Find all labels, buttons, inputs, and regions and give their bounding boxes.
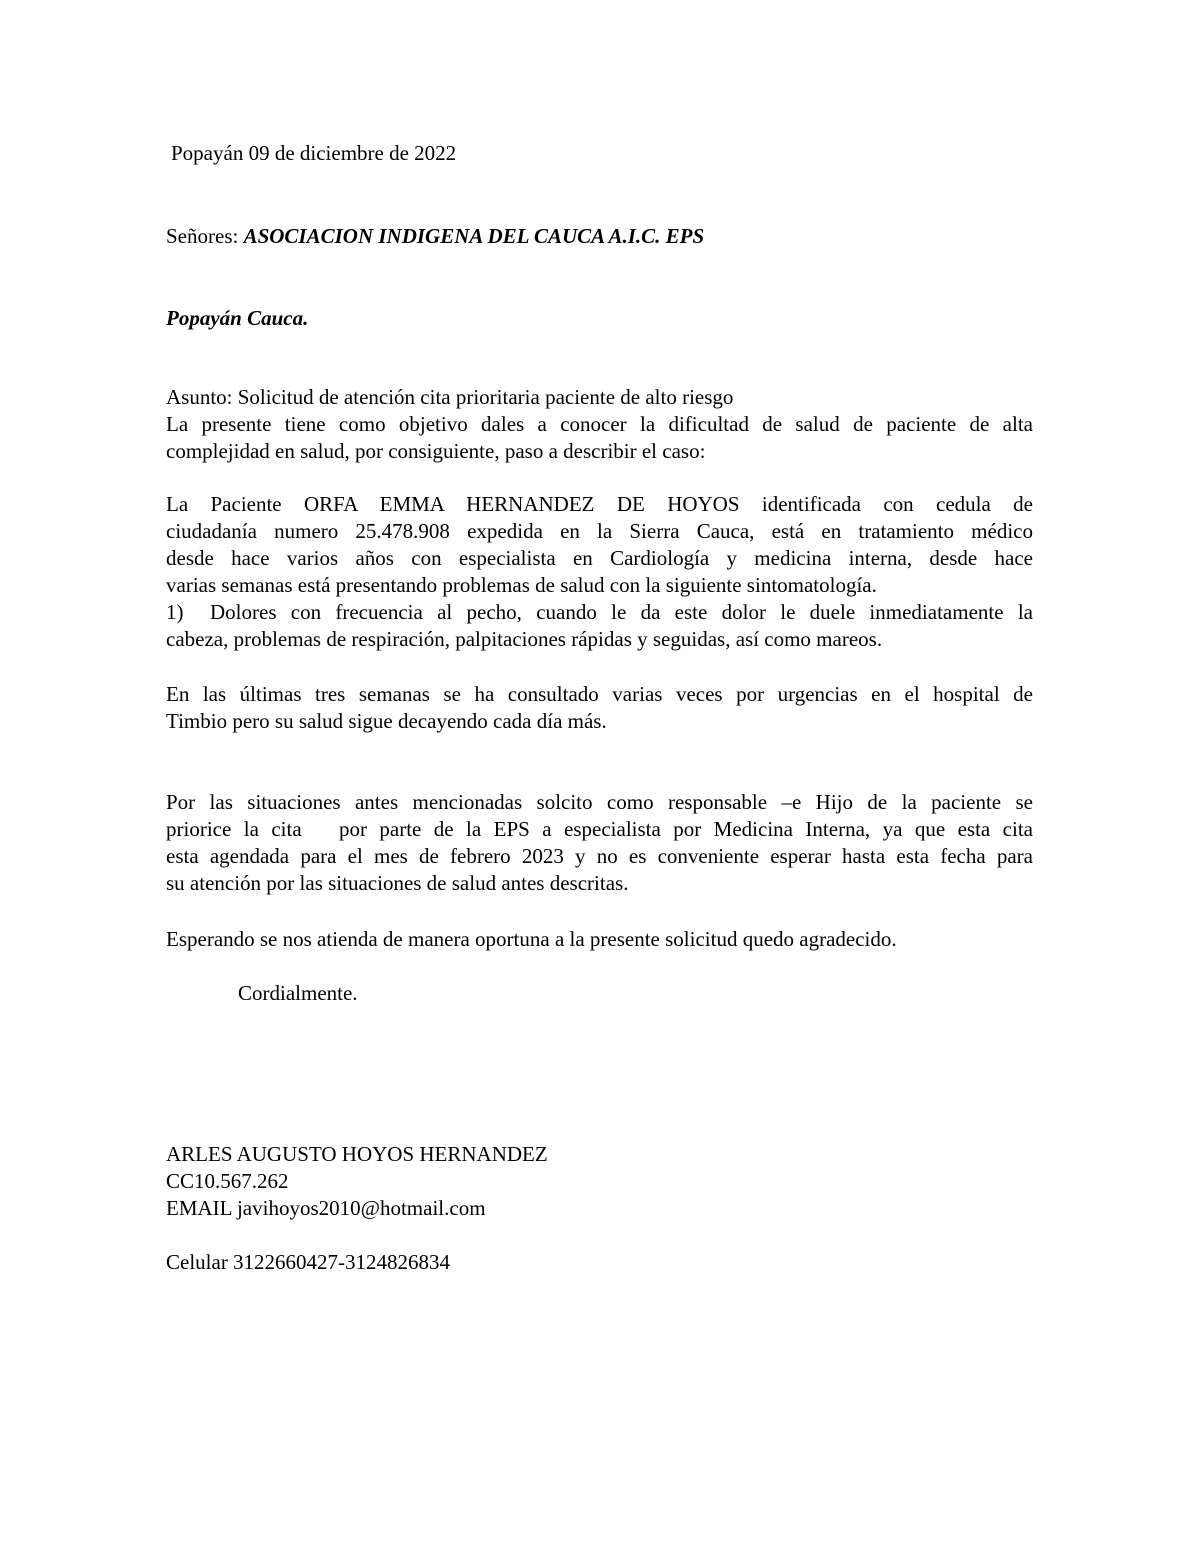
signature-email: EMAIL javihoyos2010@hotmail.com [166, 1196, 486, 1220]
case-line: desde hace varios años con especialista en Cardiología y medicina interna, desde hace [166, 546, 1033, 570]
signature-name: ARLES AUGUSTO HOYOS HERNANDEZ [166, 1142, 548, 1166]
request-line: priorice la cita por parte de la EPS a especialista por Medicina Interna, ya que esta cita [166, 817, 1033, 841]
intro-line: La presente tiene como objetivo dales a conocer la dificultad de salud de paciente de alta [166, 412, 1033, 436]
urgencias-line: En las últimas tres semanas se ha consultado varias veces por urgencias en el hospital de [166, 682, 1033, 706]
item-text: Dolores con frecuencia al pecho, cuando le da este dolor le duele inmediatamente la [210, 600, 1033, 624]
closing-line: Esperando se nos atienda de manera oportuna a la presente solicitud quedo agradecido. [166, 927, 897, 951]
symptom-item-line [166, 599, 1033, 626]
symptom-item-line: cabeza, problemas de respiración, palpitaciones rápidas y seguidas, así como mareos. [166, 627, 883, 651]
case-line: ciudadanía numero 25.478.908 expedida en la Sierra Cauca, está en tratamiento médico [166, 519, 1033, 543]
request-line: Por las situaciones antes mencionadas solcito como responsable –e Hijo de la paciente se [166, 790, 1033, 814]
case-paragraph [166, 491, 1033, 599]
addressee-prefix: Señores: [166, 224, 244, 248]
urgencias-paragraph [166, 681, 1033, 735]
signature-id: CC10.567.262 [166, 1169, 289, 1193]
subject-line: Asunto: Solicitud de atención cita prioritaria paciente de alto riesgo [166, 385, 734, 409]
addressee-name: ASOCIACION INDIGENA DEL CAUCA A.I.C. EPS [243, 224, 705, 248]
date-line: Popayán 09 de diciembre de 2022 [171, 141, 457, 165]
symptom-item [166, 599, 1033, 653]
signature-phone: Celular 3122660427-3124826834 [166, 1250, 451, 1274]
case-line: La Paciente ORFA EMMA HERNANDEZ DE HOYOS identificada con cedula de [166, 492, 1033, 516]
addressee [166, 223, 704, 250]
item-number: 1) [166, 600, 184, 624]
city-line: Popayán Cauca. [166, 306, 309, 330]
farewell-line: Cordialmente. [238, 981, 358, 1005]
request-paragraph [166, 789, 1033, 897]
request-line: esta agendada para el mes de febrero 2023 y no es conveniente esperar hasta esta fecha para [166, 844, 1033, 868]
case-line: varias semanas está presentando problemas de salud con la siguiente sintomatología. [166, 573, 877, 597]
urgencias-line: Timbio pero su salud sigue decayendo cada día más. [166, 709, 607, 733]
intro-line: complejidad en salud, por consiguiente, paso a describir el caso: [166, 439, 706, 463]
intro-paragraph [166, 411, 1033, 465]
request-line: su atención por las situaciones de salud antes descritas. [166, 871, 629, 895]
